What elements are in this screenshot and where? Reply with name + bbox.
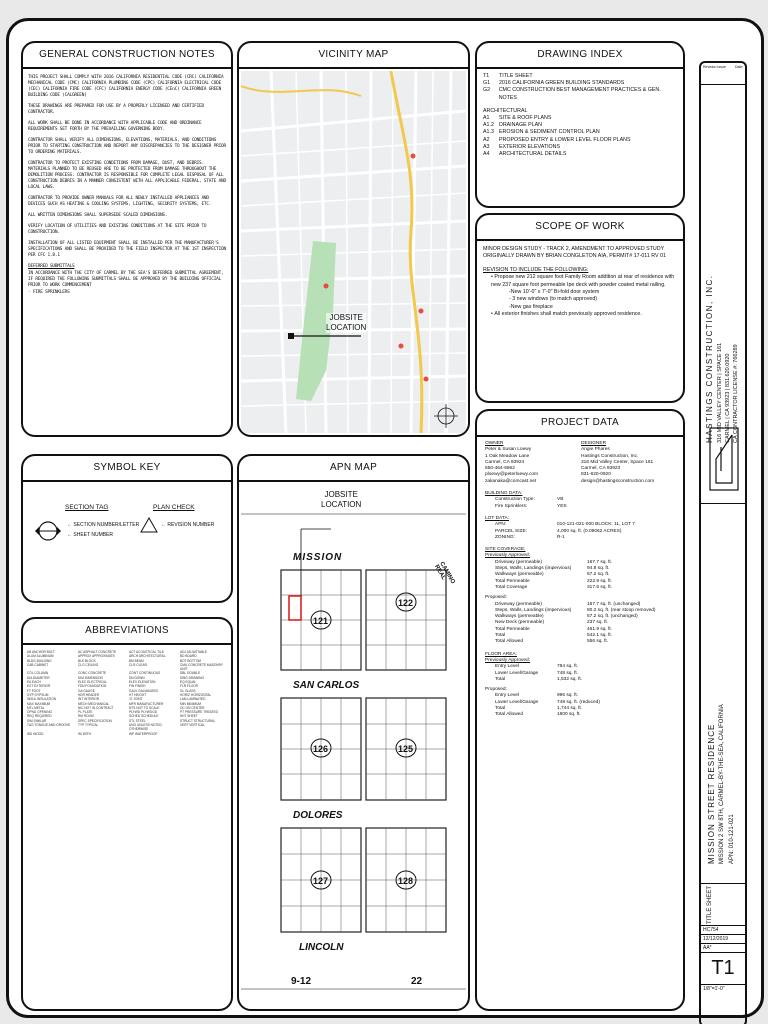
sheet-desc: CMC CONSTRUCTION BEST MANAGEMENT PRACTICES & GEN. NOTES [498,87,661,101]
street-dolores: DOLORES [293,810,343,821]
sub-heading: Previously Approved: [485,553,531,559]
plan-check-label: PLAN CHECK [153,504,195,511]
abbreviation-item: UNO UNLESS NOTED OTHERWISE [129,723,162,732]
abbreviation-item: VERT VERTICAL [180,723,205,728]
sheet-code: A4 [483,151,490,158]
drawing-index-row [483,122,677,129]
owner-line: Carmel, CA 93924 [485,459,525,465]
data-label: Total Permeable [495,626,530,632]
company-city: CARMEL | CA 93923 | 831.620.0920 [725,353,731,443]
vicinity-map-panel [237,41,470,437]
scope-item: -New 10'-0" x 7'-0" Bi-fold door system [509,289,600,296]
abbreviation-item: MTL METAL [27,705,45,710]
data-value: 222.9 sq. ft. [587,578,613,584]
abbreviation-item: CAB CABINET [27,662,49,667]
owner-label: OWNER [485,441,504,446]
abbreviation-item: COL COLUMN [27,671,49,676]
scope-body [477,241,683,324]
scope-of-work-panel [475,213,685,403]
title-block-header [701,63,745,85]
sheet-desc: SITE & ROOF PLANS [499,115,552,122]
issue-date: 12/12/2019 [701,934,745,943]
street-camino-real: CAMINO REAL [433,560,456,586]
data-label: Total Permeable [495,578,530,584]
abbreviation-item: FIN FINISH [129,684,146,689]
data-value: 010-121-021-000 BLOCK: 11, LOT 7 [557,522,635,528]
owner-line: Peter & Susan Loewy [485,447,532,453]
scope-item: • All exterior finishes shall match previously approved residence. [491,311,642,318]
designer-label: DESIGNER [581,441,607,446]
abbreviation-item: FDN FOUNDATION [78,684,107,689]
company-logo [709,427,739,491]
drawing-index-row [483,151,677,158]
owner-column [485,441,581,485]
data-value: 94.8 sq. ft. [587,566,610,572]
sub-heading: Proposed: [485,595,507,601]
abbreviation-item: SPEC SPECIFICATION [78,718,112,723]
sheet-info [701,925,745,993]
scope-revision-heading: REVISION TO INCLUDE THE FOLLOWING: [483,266,589,273]
data-label: Total Allowed [495,712,523,718]
abbreviation-item: W/ WITH [78,731,91,736]
company-address: 316 MID VALLEY CENTER | SPACE 161 [717,342,723,443]
drawing-sheet [6,18,764,1018]
abbreviation-item: INSUL INSULATION [27,697,57,702]
data-value: VB [557,497,564,503]
general-note: CONTRACTOR TO PROVIDE OWNER MANUALS FOR ALL NEWLY INSTALLED APPLIANCES AND DEVICES SUCH AS HEATING & COOLING SYSTEMS, LIGHTING, SECURITY SYSTEMS, ETC. [28,196,212,207]
owner-line: ploewy@peterloewy.com [485,472,539,478]
data-label: Total Coverage [495,584,528,590]
drawing-index-row [483,73,677,80]
apn-map-graphic [241,484,466,1009]
abbreviation-item: GL GLASS [180,688,196,693]
sheet-code: A1.2 [483,122,494,129]
scope-item: - 3 new windows (to match approved) [509,296,598,303]
general-note: ALL WORK SHALL BE DONE IN ACCORDANCE WITH APPLICABLE CODE AND ORDINANCE REQUIREMENTS SET FORTH BY THE PREVAILING GOVERNING BODY. [28,121,202,132]
data-value: 556 sq. ft. [587,639,609,645]
sheet-desc: TITLE SHEET [499,73,533,79]
block-number: 127 [313,876,329,886]
section-heading: SITE COVERAGE: [485,547,526,553]
abbreviation-item: WP WATERPROOF [129,731,158,736]
sub-heading: Proposed: [485,687,507,693]
section-tag-label: SECTION TAG [65,504,109,511]
data-label: Fire Sprinklers: [495,503,528,509]
sheet-number: T1 [701,952,745,984]
abbreviation-item: ALUM ALUMINUM [27,654,54,659]
data-label: Total [495,633,506,639]
sheet-code: G1 [483,80,491,87]
street-san-carlos: SAN CARLOS [293,680,360,691]
abbreviation-item: OC ON CENTER [180,705,205,710]
abbreviation-item: PL PLATE [78,710,93,715]
scope-item: • Propose new 212 square foot Family Room addition at rear of residence with new 237 square foot permeable Ipe deck with powder coated metal railing. [491,274,675,288]
street-mission: MISSION [293,552,343,563]
abbreviation-item: MIN MINIMUM [180,701,202,706]
abbreviation-item: CLR CLEAR [129,662,147,667]
designer-line: 316 Mid Valley Center, Space 161 [581,459,654,465]
abbreviation-item: DBL DOUBLE [180,671,201,676]
data-label: Entry Level [495,693,519,699]
general-note: INSTALLATION OF ALL LISTED EQUIPMENT SHALL BE INSTALLED PER THE MANUFACTURER'S SPECIFICATIONS AND SHALL BE PROVIDED TO THE FIELD INSPECTOR AT THE 1ST INSPECTION PER CFC 1.8.1 [28,241,226,258]
revision-triangle-icon [139,516,159,534]
abbreviation-item: EQ EQUAL [180,680,197,685]
abbreviation-item: TYP TYPICAL [78,723,99,728]
abbreviations-panel [21,617,233,1011]
sheet-desc: EXTERIOR ELEVATIONS [499,143,561,150]
abbreviation-item: HORIZ HORIZONTAL [180,692,212,697]
apn-map [241,484,466,1007]
data-value: 1,532 sq. ft. [557,676,583,682]
drawing-index-list [477,69,683,162]
abbreviation-item: HDR HEADER [78,692,100,697]
data-value: 4,000 sq. ft. (0.09062 ACRES) [557,528,622,534]
data-label: PARCEL SIZE: [495,528,527,534]
drawing-index-row [483,137,677,144]
architectural-heading: ARCHITECTURAL [483,107,528,114]
abbreviation-item: GYP GYPSUM [27,692,49,697]
project-data-panel [475,409,685,1011]
apn-map-panel [237,454,470,1011]
data-row [485,585,675,591]
apn-jobsite-label-line2: LOCATION [321,500,362,509]
general-note: IN ACCORDANCE WITH THE CITY OF CARMEL BY THE SEA'S DEFERRED SUBMITTAL AGREEMENT, IF REQUIRED THE FOLLOWING SUBMITTALS SHALL BE APPROVED BY THE BUILDING OFFICIAL PRIOR TO WORK COMMENCEMENT [28,271,224,288]
abbreviation-item: BD BOARD [180,654,197,659]
abbreviation-item: HT HEIGHT [129,692,147,697]
drawing-index-row [483,144,677,151]
abbreviation-item: WD WOOD [27,731,44,736]
section-number-label: ← SECTION NUMBER/LETTER [67,522,140,528]
sheet-code: T1 [483,73,490,79]
abbreviation-item: EXT EXTERIOR [27,684,51,689]
data-value: YES [557,503,567,509]
general-note: VERIFY LOCATION OF UTILITIES AND EXISTING CONDITIONS AT THE SITE PRIOR TO CONSTRUCTION. [28,224,207,235]
sheet-code: A3 [483,143,490,150]
data-value: 542.1 sq. ft. [587,633,613,639]
abbreviation-item: BOT BOTTOM [180,658,201,663]
data-label: Lower Level/Garage [495,670,539,676]
data-row [485,535,675,541]
symbol-key-body [23,482,231,592]
abbreviation-item: STL STEEL [129,718,146,723]
sheet-code: A1 [483,115,490,122]
sheet-desc: ARCHITECTURAL DETAILS [499,151,567,158]
general-note: THESE DRAWINGS ARE PREPARED FOR USE BY A PROPERLY LICENSED AND CERTIFIED CONTRACTOR. [28,104,204,115]
designer-column [581,441,654,485]
abbreviation-item: CONT CONTINUOUS [129,671,161,676]
data-value: 57.2 sq. ft. (unchanged) [587,614,638,620]
apn-jobsite-label-line1: JOBSITE [324,490,358,499]
data-value: 167.7 sq. ft. [587,559,613,565]
abbreviation-item: CMU CONCRETE MASONRY UNIT [180,662,223,672]
abbreviations-list [23,645,231,741]
drawing-index-title: DRAWING INDEX [477,43,683,69]
data-label: Driveway (permeable) [495,559,542,565]
scope-item: -New gas fireplace [509,303,553,310]
abbreviation-item: ELEV ELEVATION [129,680,156,685]
abbreviation-item: PT PRESSURE TREATED [180,710,218,715]
abbreviation-item: NIC NOT IN CONTRACT [78,705,114,710]
abbreviation-item: MECH MECHANICAL [78,701,110,706]
sheet-desc: DRAINAGE PLAN [499,122,542,129]
abbreviation-item: RM ROOM [78,714,94,719]
general-note: DEFERRED SUBMITTALS [28,264,75,269]
abbreviation-item: CONC CONCRETE [78,671,107,676]
abbreviation-item: T&G TONGUE AND GROOVE [27,723,71,728]
general-note: CONTRACTOR TO PROTECT EXISTING CONDITIONS FROM DAMAGE, DUST, AND DEBRIS. MATERIALS PLANNED TO BE REUSED ARE TO BE PROTECTED FROM DAMAGE THROUGHOUT THE DEMOLITION PROCESS. CONTRACTOR IS RESPONSIBLE FOR COMPLETE LEGAL DISPOSAL OF ALL CONSTRUCTION DEBRIS IN A MANNER CONSISTENT WITH ALL APPLICABLE FEDERAL, STATE AND LOCAL LAWS. [28,161,226,190]
drawing-scale: 1/8"=1'-0" [701,984,745,993]
vicinity-map-title: VICINITY MAP [239,43,468,69]
sheet-desc: EROSION & SEDIMENT CONTROL PLAN [499,129,600,136]
block-number: 122 [398,598,414,608]
company-license: CA CONTRACTOR LICENSE #: 766289 [733,344,739,443]
abbreviation-item: CLG CEILING [78,662,99,667]
data-row [485,639,675,645]
apn-jobsite-label [321,490,361,510]
block-number: 128 [398,876,414,886]
designer-line: Carmel, CA 93923 [581,466,621,472]
data-label: Entry Level [495,664,519,670]
project-data-body [477,437,683,723]
owner-line: 1 Oak Meadow Lane [485,453,530,459]
abbreviation-item: OPNG OPENING [27,710,52,715]
drawing-index-panel [475,41,685,208]
designer-line: 831-620-0920 [581,472,611,478]
abbreviation-item: BLK BLOCK [78,658,96,663]
company-name: HASTINGS CONSTRUCTION, INC. [705,274,714,443]
drawing-index-row [483,115,677,122]
block-number: 126 [313,744,329,754]
scope-title: SCOPE OF WORK [477,215,683,241]
revision-number-label: ← REVISION NUMBER [161,522,215,528]
abbreviation-item: DIM DIMENSION [78,675,103,680]
vicinity-jobsite-label-line1: JOBSITE [329,313,363,322]
data-value: 748 sq. ft. [557,670,579,676]
data-label: Steps, Walls, Landings (impervious) [495,607,572,613]
revision-issue-header: Revision Issue [703,65,726,69]
block-number: 125 [398,744,414,754]
map-page-ref: 9-12 [291,976,312,987]
data-label: New Deck (permeable) [495,620,545,626]
sheet-number-label: ← SHEET NUMBER [67,532,114,538]
general-notes-title: GENERAL CONSTRUCTION NOTES [23,43,231,69]
vicinity-jobsite-label-line2: LOCATION [326,323,367,332]
abbreviation-item: PLYWD PLYWOOD [129,710,158,715]
data-value: R-1 [557,534,565,540]
apn-map-title: APN MAP [239,456,468,482]
abbreviation-item: EA EACH [27,680,41,685]
general-note: THIS PROJECT SHALL COMPLY WITH 2016 CALIFORNIA RESIDENTIAL CODE (CRC) CALIFORNIA MECHANICAL CODE (CMC) CALIFORNIA PLUMBING CODE (CPC) CALIFORNIA ELECTRICAL CODE (CEC) CALIFORNIA FIRE CODE (CFC) CALIFORNIA ENERGY CODE (CEnC) CALIFORNIA GREEN BUILDING CODE (CALGREEN) [28,75,224,98]
vicinity-jobsite-label [326,313,366,333]
data-label: Total [495,705,506,711]
general-notes-body [23,69,231,307]
general-note: ALL WRITTEN DIMENSIONS SHALL SUPERSEDE SCALED DIMENSIONS. [28,213,168,218]
contacts [485,441,675,485]
abbreviation-item: ADJ ADJUSTABLE [180,650,208,654]
data-label: ZONING: [495,534,515,540]
abbreviation-item: REQ REQUIRED [27,714,52,719]
abbreviation-item: SIM SIMILAR [27,718,47,723]
map-page-ref: 22 [411,976,423,987]
abbreviation-item: STRUCT STRUCTURAL [180,718,216,723]
data-label: Total [495,676,506,682]
abbreviation-item: ELEC ELECTRICAL [78,680,107,685]
abbreviation-item: GALV GALVANIZED [129,688,158,693]
abbreviation-item: SCHED SCHEDULE [129,714,159,719]
abbreviation-item: INT INTERIOR [78,697,100,702]
abbreviation-item: LAM LAMINATED [180,697,206,702]
section-heading: BUILDING DATA: [485,491,523,497]
general-notes-panel [21,41,233,437]
scope-items [483,274,677,318]
scope-intro: MINOR DESIGN STUDY - TRACK 2, AMENDMENT TO APPROVED STUDY ORIGINALLY DRAWN BY BRIAN CONGLETON AIA, PERMIT# 17-011 RV 01 [483,246,666,260]
data-row [485,504,675,510]
designer-line: Angie Phares [581,447,610,453]
data-label: Walkways (permeable) [495,614,544,620]
data-value: 996 sq. ft. [557,693,579,699]
abbreviation-item: MAX MAXIMUM [27,701,51,706]
block-number: 121 [313,616,329,626]
general-note: - FIRE SPRINKLERS [28,290,70,295]
abbreviation-item: APPROX APPROXIMATE [78,654,115,659]
abbreviation-item: FLR FLOOR [180,684,198,689]
data-row [485,712,675,718]
abbreviation-item: ARCH ARCHITECTURAL [129,654,166,659]
data-label: Construction Type: [495,497,535,503]
data-row [485,677,675,683]
section-tag-legend [67,520,139,540]
abbreviations-title: ABBREVIATIONS [23,619,231,645]
data-value: 167.7 sq. ft. (unchanged) [587,601,641,607]
data-value: 317.6 sq. ft. [587,584,613,590]
project-address: MISSION 2 SW 8TH, CARMEL-BY-THE-SEA, CALIFORNIA [719,704,725,864]
title-block [699,61,747,1024]
section-heading: FLOOR AREA: [485,651,517,657]
project-name: MISSION STREET RESIDENCE [707,723,716,864]
designer-line: design@hastingsconstruction.com [581,478,655,484]
abbreviation-item: GA GAUGE [78,688,95,693]
drawing-index-row [483,129,677,136]
abbreviation-item: DWG DRAWING [180,675,204,680]
data-value: 1800 sq. ft. [557,712,581,718]
section-tag-icon [33,516,63,546]
abbreviation-item: BLDG BUILDING [27,658,52,663]
abbreviation-item: FT FOOT [27,688,41,693]
data-label: Lower Level/Garage [495,699,539,705]
sheet-title-block [701,883,745,924]
project-apn: APN: 010-121-021 [729,814,735,864]
project-data-title: PROJECT DATA [477,411,683,437]
sheet-title: TITLE SHEET [707,885,713,924]
data-label: Steps, Walls, Landings (impervious) [495,566,572,572]
sheet-code: G2 [483,87,491,94]
owner-line: 650-464-6862 [485,466,515,472]
abbreviation-item: ACT ACOUSTICAL TILE [129,650,164,654]
data-value: 784 sq. ft. [557,664,579,670]
data-value: 748 sq. ft. (reduced) [557,699,600,705]
data-value: 461.9 sq. ft. [587,626,613,632]
drawing-index-row [483,87,677,101]
sheet-code: A2 [483,136,490,143]
sheet-desc: 2016 CALIFORNIA GREEN BUILDING STANDARDS [499,80,625,87]
job-number: HC754 [701,925,745,934]
vicinity-map [241,71,466,433]
drawn-by: AA* [701,943,745,952]
abbreviation-item: MFR MANUFACTURER [129,701,164,706]
data-value: 80.2 sq. ft. (rear stoop removed) [587,607,656,613]
data-label: Walkways (permeable) [495,572,544,578]
sheet-code: A1.3 [483,129,494,136]
abbreviation-item: AB ANCHOR BOLT [27,650,55,654]
section-heading: LOT DATA: [485,515,509,521]
designer-line: Hastings Construction, Inc. [581,453,639,459]
abbreviation-item: SHT SHEET [180,714,198,719]
data-label: Driveway (permeable) [495,601,542,607]
sheet-desc: PROPOSED ENTRY & LOWER LEVEL FLOOR PLANS [499,136,631,143]
project-block [701,503,745,883]
data-label: APN: [495,522,507,528]
general-note: CONTRACTOR SHALL VERIFY ALL DIMENSIONS, ELEVATIONS, MATERIALS, AND CONDITIONS PRIOR TO STARTING CONSTRUCTION AND REPORT ANY DISCREPANCIES TO THE DESIGNER PRIOR TO ORDERING MATERIALS. [28,138,226,155]
drawing-index-row [483,80,677,87]
symbol-key-panel [21,454,233,603]
sub-heading: Previously Approved: [485,657,531,663]
abbreviation-item: DN DOWN [129,675,145,680]
vicinity-map-graphic [241,71,466,433]
abbreviation-item: BM BEAM [129,658,144,663]
abbreviation-item: NTS NOT TO SCALE [129,705,160,710]
street-lincoln: LINCOLN [299,942,344,953]
data-value: 57.2 sq. ft. [587,572,610,578]
owner-line: zakanaka@comcast.net [485,478,537,484]
data-value: 237 sq. ft. [587,620,609,626]
abbreviation-item: JT JOINT [129,697,143,702]
revision-date-header: Date [735,65,743,69]
symbol-key-title: SYMBOL KEY [23,456,231,482]
abbreviation-item: DIA DIAMETER [27,675,50,680]
abbreviation-item: AC ASPHALT CONCRETE [78,650,117,654]
data-label: Total Allowed [495,639,523,645]
data-value: 1,744 sq. ft. [557,705,583,711]
